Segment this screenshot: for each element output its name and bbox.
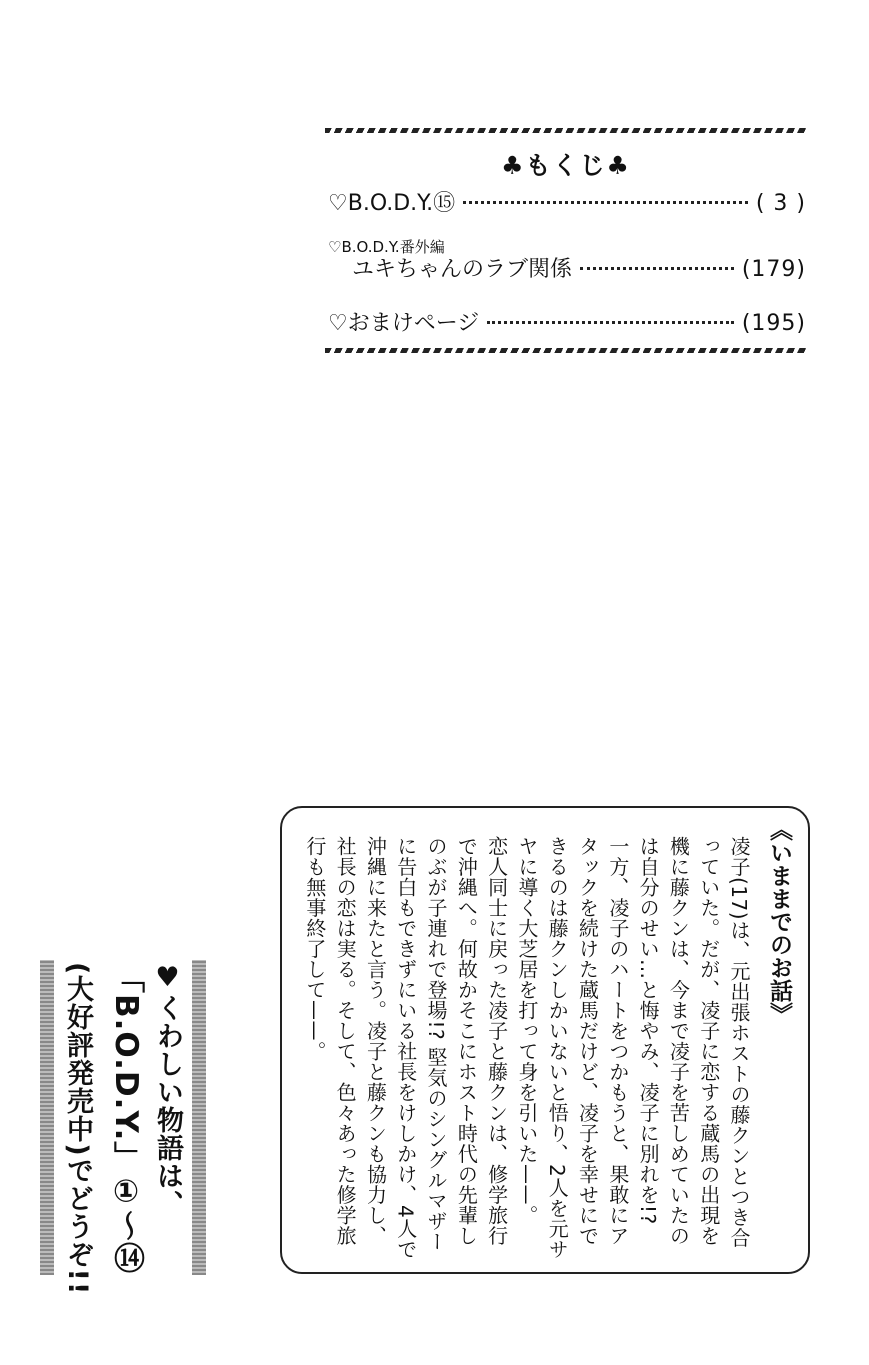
toc-entry-yuki bbox=[352, 252, 806, 283]
toc-entry-series-label: B.O.D.Y.番外編 bbox=[341, 238, 445, 256]
heart-icon: ♡ bbox=[328, 191, 348, 216]
story-paragraph: 凌子(17)は、元出張ホストの藤クンとつき合っていた。だが、凌子に恋する蔵馬の出現を機に藤クンは、今まで凌子を苦しめていたのは自分のせい…と悔やみ、凌子に別れを!? bbox=[636, 836, 751, 1249]
story-paragraph: 一方、凌子のハートをつかもうと、果敢にアタックを続けた蔵馬だけど、凌子を幸せにできるのは藤クンしかいないと悟り、2人を元サヤに導く大芝居を打って身を引いた——。 bbox=[514, 836, 630, 1260]
story-body bbox=[296, 836, 754, 1261]
toc-title: ♣もくじ♣ bbox=[501, 151, 631, 180]
toc-entry-title: ユキちゃんのラブ関係 bbox=[352, 257, 573, 282]
heart-icon: ♡ bbox=[328, 238, 342, 256]
dot-leader bbox=[463, 201, 748, 204]
toc-entry-page: (179) bbox=[741, 257, 806, 282]
toc-entry-body-15 bbox=[328, 186, 806, 217]
dot-leader bbox=[487, 321, 734, 324]
toc-entry-page: (195) bbox=[741, 311, 806, 336]
story-heading: 《いままでのお話》 bbox=[766, 818, 792, 1025]
promo-line-3: (大好評発売中)でどうぞ!! bbox=[62, 962, 93, 1296]
toc-top-rule bbox=[325, 128, 807, 133]
toc-bottom-rule bbox=[325, 348, 807, 353]
band-edge bbox=[40, 960, 54, 1275]
promo-line-2: 「B.O.D.Y.」①～⑭ bbox=[108, 962, 144, 1275]
heart-icon: ♡ bbox=[328, 311, 348, 336]
toc-entry-title: おまけページ bbox=[347, 311, 480, 336]
band-edge bbox=[192, 960, 206, 1275]
toc-entry-omake bbox=[328, 306, 806, 337]
story-paragraph: 恋人同士に戻った凌子と藤クンは、修学旅行で沖縄へ。何故かそこにホスト時代の先輩しのぶが子連れで登場!? 堅気のシングルマザーに告白もできずにいる社長をけしかけ、4人で沖縄に来たと言う。凌子と藤クンも協力し、社長の恋は実る。そして、色々あった修学旅行も無事終了して——。 bbox=[302, 836, 509, 1260]
dot-leader bbox=[580, 267, 734, 270]
promo-line-1: ♥くわしい物語は、 bbox=[152, 962, 183, 1218]
toc-entry-page: ( 3 ) bbox=[755, 191, 806, 216]
toc-entry-title: B.O.D.Y.⑮ bbox=[347, 191, 456, 216]
